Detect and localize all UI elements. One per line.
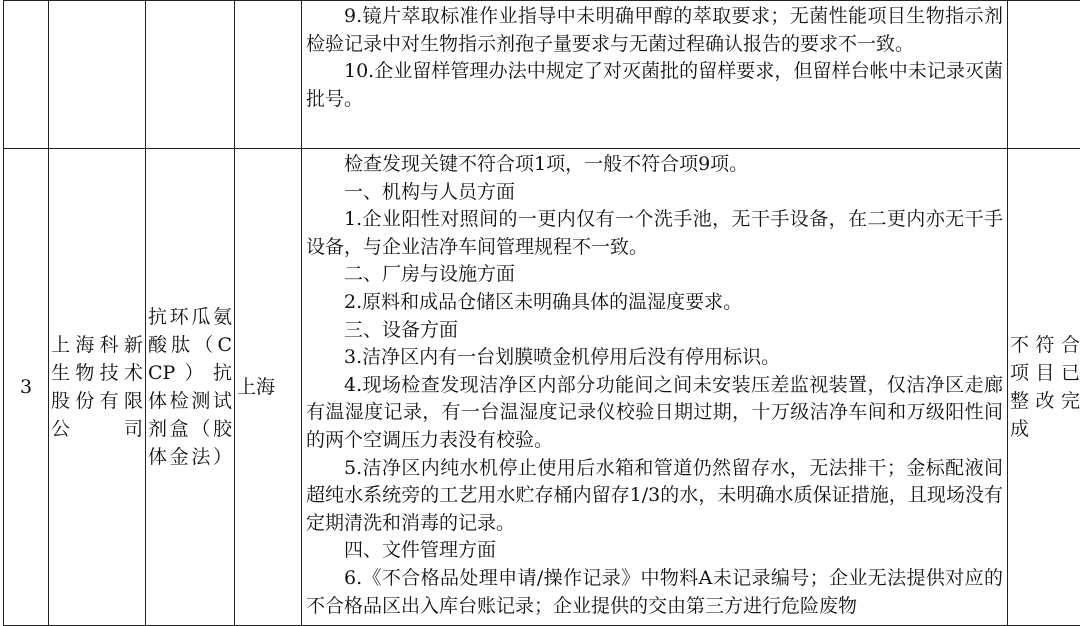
status: 不符合项目已整改完成: [1010, 331, 1080, 443]
region: 上海: [237, 373, 299, 401]
detail-line: 1.企业阳性对照间的一更内仅有一个洗手池，无干手设备，在二更内亦无干手设备，与企业洁净车间管理规程不一致。: [306, 206, 1003, 261]
detail-line: 4.现场检查发现洁净区内部分功能间之间未安装压差监视装置，仅洁净区走廊有温湿度记录，有一台温湿度记录仪校验日期过期，十万级洁净车间和万级阳性间的两个空调压力表没有校验。: [306, 372, 1003, 455]
detail-line: 10.企业留样管理办法中规定了对灭菌批的留样要求，但留样台帐中未记录灭菌批号。: [306, 58, 1003, 113]
detail-line: 3.洁净区内有一台划膜喷金机停用后没有停用标识。: [306, 344, 1003, 372]
detail-line: 9.镜片萃取标准作业指导中未明确甲醇的萃取要求；无菌性能项目生物指示剂检验记录中对生物指示剂孢子量要求与无菌过程确认报告的要求不一致。: [306, 3, 1003, 58]
inspection-table: [3, 0, 1080, 626]
table-row: [4, 1, 1080, 149]
inspection-details: [302, 149, 1008, 626]
company-name: [49, 1, 146, 149]
row-number: 3: [4, 149, 49, 626]
table-row: [4, 149, 1080, 626]
detail-line: 检查发现关键不符合项1项，一般不符合项9项。: [306, 151, 1003, 179]
product-name: 抗环瓜氨酸肽（CCP）抗体检测试剂盒（胶体金法）: [148, 303, 232, 471]
inspection-details: [302, 1, 1008, 149]
detail-line: 5.洁净区内纯水机停止使用后水箱和管道仍然留存水，无法排干；金标配液间超纯水系统旁的工艺用水贮存桶内留存1/3的水，未明确水质保证措施，且现场没有定期清洗和消毒的记录。: [306, 455, 1003, 538]
company-name: 上海科新生物技术股份有限公司: [51, 331, 143, 443]
detail-line: 四、文件管理方面: [306, 537, 1003, 565]
row-number: [4, 1, 49, 149]
detail-line: 一、机构与人员方面: [306, 179, 1003, 207]
detail-line: 三、设备方面: [306, 317, 1003, 345]
detail-line: 2.原料和成品仓储区未明确具体的温湿度要求。: [306, 289, 1003, 317]
status: [1008, 1, 1080, 149]
region: [235, 1, 302, 149]
detail-line: 二、厂房与设施方面: [306, 261, 1003, 289]
detail-line: 6.《不合格品处理申请/操作记录》中物料A未记录编号；企业无法提供对应的不合格品区出入库台账记录；企业提供的交由第三方进行危险废物: [306, 565, 1003, 620]
product-name: [146, 1, 235, 149]
